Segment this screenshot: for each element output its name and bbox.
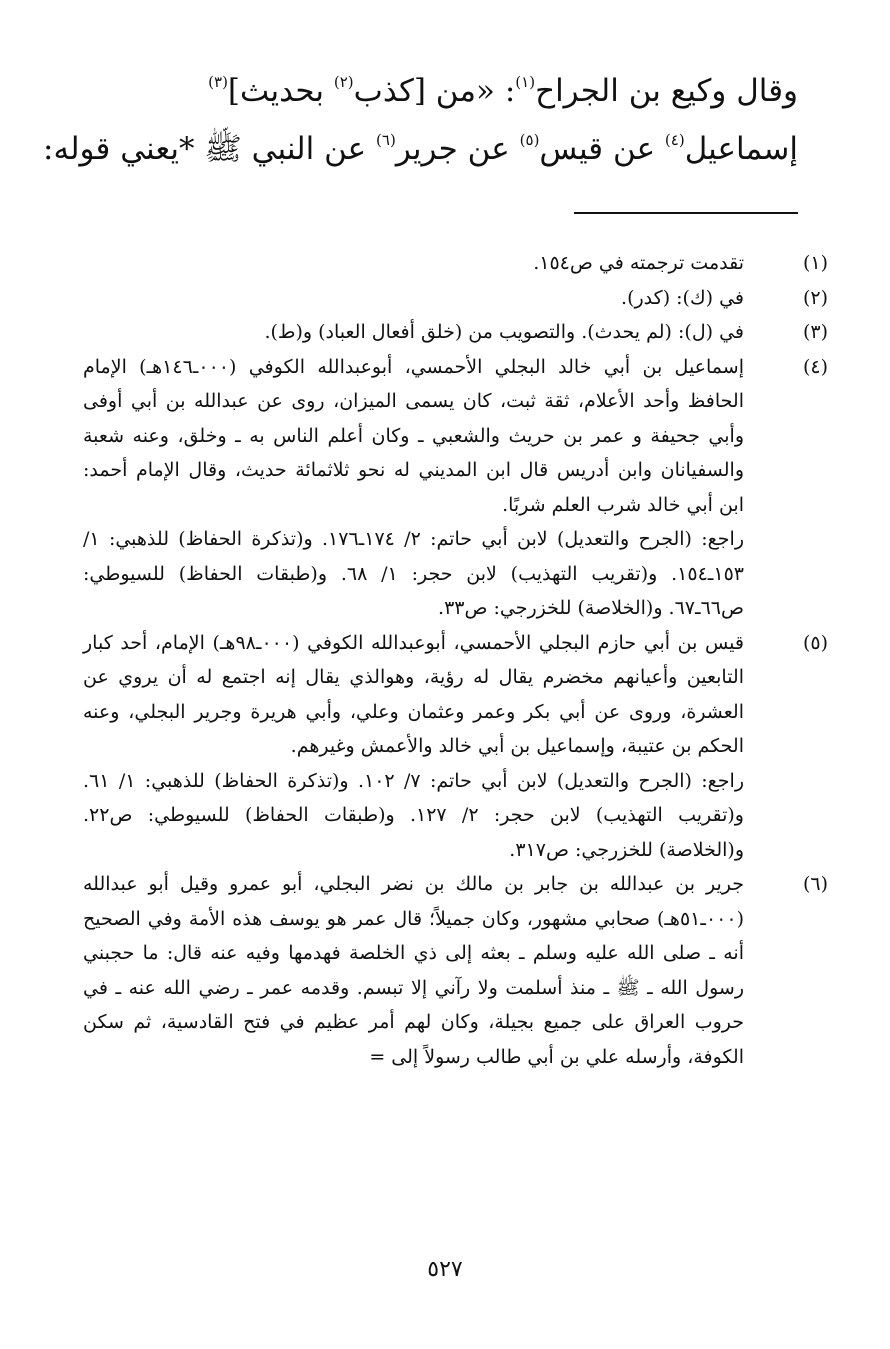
footnote-paragraph: تقدمت ترجمته في ص١٥٤. bbox=[533, 252, 744, 274]
footnote-body bbox=[83, 867, 744, 1074]
main-text-segment: عن النبي ﷺ *يعني قوله: bbox=[43, 131, 377, 167]
main-text-line-1 bbox=[78, 62, 798, 120]
footnote-number: (٣) bbox=[802, 321, 828, 343]
footnote-ref-5[interactable]: (٥) bbox=[519, 131, 540, 149]
footnote-3 bbox=[83, 315, 828, 350]
main-text-segment: وقال وكيع بن الجراح bbox=[535, 73, 798, 109]
main-text-segment: عن قيس bbox=[539, 131, 665, 167]
main-text-segment: بحديث] bbox=[227, 73, 334, 109]
footnote-6 bbox=[83, 867, 828, 1074]
footnote-paragraph: إسماعيل بن أبي خالد البجلي الأحمسي، أبوعبدالله الكوفي (٠٠٠ـ١٤٦هـ) الإمام الحافظ وأحد الأعلام، ثقة ثبت، كان يسمى الميزان، روى عن عبدالله بن أبي أوفى وأبي جحيفة و عمر بن حريث والشعبي ـ وكان أعلم الناس به ـ وخلق، وعنه شعبة والسفيانان وابن أدريس قال ابن المديني له نحو ثلاثمائة حديث، وقال الإمام أحمد: ابن أبي خالد شرب العلم شربًا. bbox=[83, 355, 744, 516]
footnote-paragraph: قيس بن أبي حازم البجلي الأحمسي، أبوعبدالله الكوفي (٠٠٠ـ٩٨هـ) الإمام، أحد كبار التابعين وأعيانهم مخضرم يقال له رؤية، وهوالذي يقال إنه اجتمع له أن يروي عن العشرة، وروى عن أبي بكر وعمر وعثمان وعلي، وأبي هريرة وجرير البجلي، وعنه الحكم بن عتيبة، وإسماعيل بن أبي خالد والأعمش وغيرهم. bbox=[83, 631, 744, 757]
footnote-references: راجع: (الجرح والتعديل) لابن أبي حاتم: ٧/ ١٠٢. و(تذكرة الحفاظ) للذهبي: ١/ ٦١. و(تقريب التهذيب) لابن حجر: ٢/ ١٢٧. و(طبقات الحفاظ) للسيوطي: ص٢٢. و(الخلاصة) للخزرجي: ص٣١٧. bbox=[83, 769, 744, 861]
footnote-number: (٢) bbox=[802, 286, 828, 309]
footnote-ref-2[interactable]: (٢) bbox=[333, 73, 354, 91]
footnote-body bbox=[83, 281, 744, 316]
main-text-segment: إسماعيل bbox=[684, 131, 798, 167]
footnote-ref-4[interactable]: (٤) bbox=[664, 131, 685, 149]
footnote-paragraph: في (ل): (لم يحدث). والتصويب من (خلق أفعال العباد) و(ط). bbox=[264, 321, 744, 343]
footnote-number: (٥) bbox=[802, 631, 828, 654]
main-text-segment: عن جرير bbox=[395, 131, 520, 167]
footnote-number: (٦) bbox=[802, 873, 828, 895]
footnote-2 bbox=[83, 281, 828, 316]
footnote-separator bbox=[574, 212, 798, 214]
footnote-ref-6[interactable]: (٦) bbox=[376, 131, 396, 149]
footnote-body bbox=[83, 246, 744, 281]
footnote-body bbox=[83, 350, 744, 626]
footnote-5 bbox=[83, 626, 828, 868]
main-text-segment: : «من [كذب bbox=[353, 73, 516, 109]
footnote-paragraph: جرير بن عبدالله بن جابر بن مالك بن نضر البجلي، أبو عمرو وقيل أبو عبدالله (٠٠٠ـ٥١هـ) صحابي مشهور، وكان جميلاً؛ قال عمر هو يوسف هذه الأمة وفي الصحيح أنه ـ صلى الله عليه وسلم ـ بعثه إلى ذي الخلصة فهدمها وفيه عنه قال: ما حجبني رسول الله ـ ﷺ ـ منذ أسلمت ولا رآني إلا تبسم. وقدمه عمر ـ رضي الله عنه ـ في حروب العراق على جميع بجيلة، وكان لهم أمر عظيم في فتح القادسية، ثم سكن الكوفة، وأرسله علي بن أبي طالب رسولاً إلى = bbox=[83, 873, 744, 1068]
footnote-body bbox=[83, 626, 744, 868]
footnote-ref-3[interactable]: (٣) bbox=[208, 73, 228, 91]
footnote-body bbox=[83, 315, 744, 350]
footnote-number: (٤) bbox=[802, 355, 828, 378]
footnote-number: (١) bbox=[802, 252, 828, 274]
footnote-references: راجع: (الجرح والتعديل) لابن أبي حاتم: ٢/ ١٧٤ـ١٧٦. و(تذكرة الحفاظ) للذهبي: ١/ ١٥٣ـ١٥٤. و(تقريب التهذيب) لابن حجر: ١/ ٦٨. و(طبقات الحفاظ) للسيوطي: ص٦٦ـ٦٧. و(الخلاصة) للخزرجي: ص٣٣. bbox=[83, 528, 744, 619]
footnote-4 bbox=[83, 350, 828, 626]
main-text bbox=[43, 62, 798, 178]
footnote-paragraph: في (ك): (كدر). bbox=[621, 286, 744, 309]
footnotes-section bbox=[83, 246, 828, 1074]
page-number: ٥٢٧ bbox=[427, 1257, 463, 1282]
footnote-ref-1[interactable]: (١) bbox=[515, 73, 536, 91]
footnote-1 bbox=[83, 246, 828, 281]
main-text-line-2 bbox=[43, 120, 798, 178]
